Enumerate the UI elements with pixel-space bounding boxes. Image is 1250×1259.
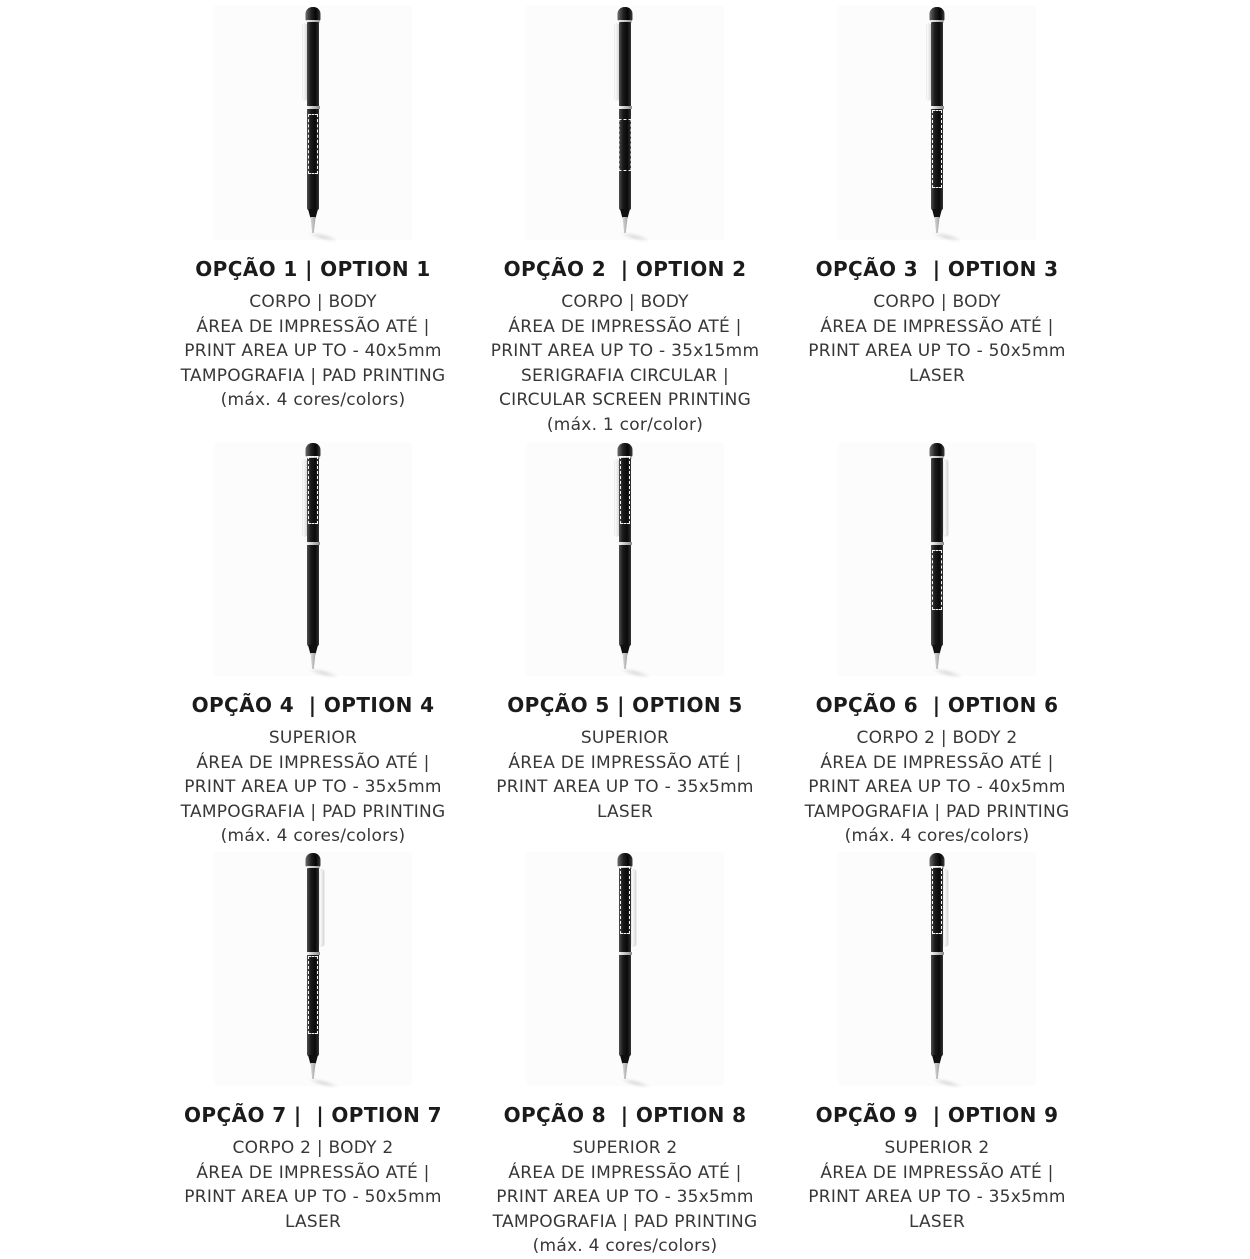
pen-shadow: [307, 666, 340, 680]
spec-line: PRINT AREA UP TO - 40x5mm: [808, 777, 1066, 798]
pen-photo: [838, 852, 1036, 1086]
spec-line: TAMPOGRAFIA | PAD PRINTING: [492, 1211, 758, 1232]
spec-line: (máx. 1 cor/color): [546, 414, 704, 435]
pen-taper: [308, 209, 318, 218]
print-area-marking: [620, 456, 630, 524]
mid-ring: [307, 542, 320, 545]
spec-line: SUPERIOR 2: [572, 1138, 678, 1158]
spec-line: (máx. 4 cores/colors): [844, 826, 1030, 847]
pen-clip: [320, 870, 325, 946]
pen-shadow: [619, 666, 652, 680]
spec-line: PRINT AREA UP TO - 35x5mm: [496, 1187, 754, 1208]
stylus-tip: [306, 7, 321, 21]
pen-clip: [944, 460, 949, 536]
pen-photo: [214, 852, 412, 1086]
spec-line: CORPO | BODY: [561, 292, 689, 312]
print-area-marking: [620, 866, 630, 934]
spec-line: ÁREA DE IMPRESSÃO ATÉ |: [196, 1162, 430, 1183]
mid-ring: [931, 952, 944, 955]
spec-line: ÁREA DE IMPRESSÃO ATÉ |: [196, 752, 430, 773]
pen-photo: [526, 852, 724, 1086]
spec-line: ÁREA DE IMPRESSÃO ATÉ |: [820, 752, 1054, 773]
pen-photo: [214, 442, 412, 676]
pen-shadow: [931, 230, 964, 244]
pen-shadow: [307, 230, 340, 244]
spec-line: LASER: [908, 1211, 966, 1232]
mid-ring: [931, 542, 944, 545]
spec-line: CORPO 2 | BODY 2: [232, 1138, 394, 1158]
option-description: [496, 726, 753, 824]
print-area-marking: [308, 114, 318, 174]
pen-taper: [932, 209, 942, 218]
spec-line: PRINT AREA UP TO - 35x5mm: [496, 777, 754, 798]
pen-shadow: [931, 1076, 964, 1090]
stylus-pen-image: [915, 7, 959, 239]
stylus-tip: [618, 7, 633, 21]
mid-ring: [619, 106, 632, 109]
spec-line: PRINT AREA UP TO - 40x5mm: [184, 341, 442, 362]
mid-ring: [307, 106, 320, 109]
spec-line: SUPERIOR 2: [884, 1138, 990, 1158]
pen-shadow: [619, 230, 652, 244]
mid-ring: [931, 106, 944, 109]
pen-photo: [526, 442, 724, 676]
spec-line: ÁREA DE IMPRESSÃO ATÉ |: [196, 316, 430, 337]
spec-line: ÁREA DE IMPRESSÃO ATÉ |: [508, 1162, 742, 1183]
spec-line: PRINT AREA UP TO - 50x5mm: [184, 1187, 442, 1208]
stylus-pen-image: [291, 853, 335, 1085]
pen-barrel: [619, 22, 631, 210]
option-card-9: [781, 852, 1093, 1259]
spec-line: PRINT AREA UP TO - 35x5mm: [184, 777, 442, 798]
spec-line: TAMPOGRAFIA | PAD PRINTING: [180, 365, 446, 386]
stylus-pen-image: [291, 443, 335, 675]
option-card-2: [469, 6, 781, 442]
stylus-pen-image: [603, 443, 647, 675]
spec-line: ÁREA DE IMPRESSÃO ATÉ |: [820, 1162, 1054, 1183]
stylus-pen-image: [291, 7, 335, 239]
pen-taper: [620, 645, 630, 654]
print-area-marking: [308, 956, 318, 1034]
option-title: OPÇÃO 3 | OPTION 3: [815, 257, 1059, 281]
pen-taper: [308, 645, 318, 654]
stylus-tip: [930, 853, 945, 867]
pen-taper: [308, 1055, 318, 1064]
option-title: OPÇÃO 1 | OPTION 1: [195, 257, 431, 281]
option-card-8: [469, 852, 781, 1259]
option-card-1: [157, 6, 469, 442]
spec-line: CORPO | BODY: [249, 292, 377, 312]
mid-ring: [619, 952, 632, 955]
spec-line: TAMPOGRAFIA | PAD PRINTING: [180, 801, 446, 822]
option-title: OPÇÃO 7 | | OPTION 7: [184, 1103, 442, 1127]
mid-ring: [619, 542, 632, 545]
option-card-5: [469, 442, 781, 852]
stylus-tip: [618, 443, 633, 457]
option-card-3: [781, 6, 1093, 442]
stylus-pen-image: [915, 853, 959, 1085]
print-area-marking: [932, 550, 942, 610]
spec-line: TAMPOGRAFIA | PAD PRINTING: [804, 801, 1070, 822]
option-title: OPÇÃO 5 | OPTION 5: [507, 693, 743, 717]
spec-line: ÁREA DE IMPRESSÃO ATÉ |: [508, 752, 742, 773]
option-description: [184, 1136, 441, 1234]
spec-line: ÁREA DE IMPRESSÃO ATÉ |: [508, 316, 742, 337]
spec-line: SUPERIOR: [580, 728, 670, 748]
option-card-7: [157, 852, 469, 1259]
pen-shadow: [307, 1076, 340, 1090]
pen-clip: [944, 870, 949, 946]
spec-line: CIRCULAR SCREEN PRINTING: [498, 390, 752, 411]
pen-taper: [620, 1055, 630, 1064]
stylus-pen-image: [915, 443, 959, 675]
print-area-marking: [932, 866, 942, 934]
option-title: OPÇÃO 8 | OPTION 8: [503, 1103, 747, 1127]
spec-line: LASER: [596, 801, 654, 822]
pen-photo: [838, 442, 1036, 676]
pen-taper: [932, 645, 942, 654]
pen-shadow: [619, 1076, 652, 1090]
pen-shadow: [931, 666, 964, 680]
spec-line: (máx. 4 cores/colors): [532, 1236, 718, 1257]
stylus-tip: [306, 853, 321, 867]
option-description: [491, 290, 760, 438]
stylus-pen-image: [603, 853, 647, 1085]
pen-clip: [632, 870, 637, 946]
option-card-6: [781, 442, 1093, 852]
pen-taper: [620, 209, 630, 218]
print-area-marking: [619, 119, 632, 171]
option-title: OPÇÃO 2 | OPTION 2: [503, 257, 747, 281]
option-description: [808, 1136, 1065, 1234]
spec-line: PRINT AREA UP TO - 35x5mm: [808, 1187, 1066, 1208]
spec-line: ÁREA DE IMPRESSÃO ATÉ |: [820, 316, 1054, 337]
spec-line: PRINT AREA UP TO - 50x5mm: [808, 341, 1066, 362]
option-title: OPÇÃO 9 | OPTION 9: [815, 1103, 1059, 1127]
option-description: [805, 726, 1070, 849]
spec-line: LASER: [908, 365, 966, 386]
stylus-tip: [930, 443, 945, 457]
pen-taper: [932, 1055, 942, 1064]
spec-line: SERIGRAFIA CIRCULAR |: [521, 365, 729, 386]
spec-line: CORPO 2 | BODY 2: [856, 728, 1018, 748]
spec-line: PRINT AREA UP TO - 35x15mm: [490, 341, 760, 362]
spec-line: SUPERIOR: [268, 728, 358, 748]
option-description: [181, 290, 446, 413]
spec-line: (máx. 4 cores/colors): [220, 390, 406, 411]
pen-photo: [214, 6, 412, 240]
stylus-tip: [618, 853, 633, 867]
mid-ring: [307, 952, 320, 955]
option-description: [493, 1136, 758, 1259]
stylus-tip: [306, 443, 321, 457]
pen-photo: [838, 6, 1036, 240]
spec-line: LASER: [284, 1211, 342, 1232]
print-area-marking: [308, 456, 318, 524]
print-area-marking: [932, 110, 942, 188]
stylus-tip: [930, 7, 945, 21]
stylus-pen-image: [603, 7, 647, 239]
pen-photo: [526, 6, 724, 240]
option-description: [181, 726, 446, 849]
option-title: OPÇÃO 6 | OPTION 6: [815, 693, 1059, 717]
spec-line: (máx. 4 cores/colors): [220, 826, 406, 847]
spec-line: CORPO | BODY: [873, 292, 1001, 312]
option-description: [808, 290, 1065, 388]
option-title: OPÇÃO 4 | OPTION 4: [191, 693, 435, 717]
option-card-4: [157, 442, 469, 852]
